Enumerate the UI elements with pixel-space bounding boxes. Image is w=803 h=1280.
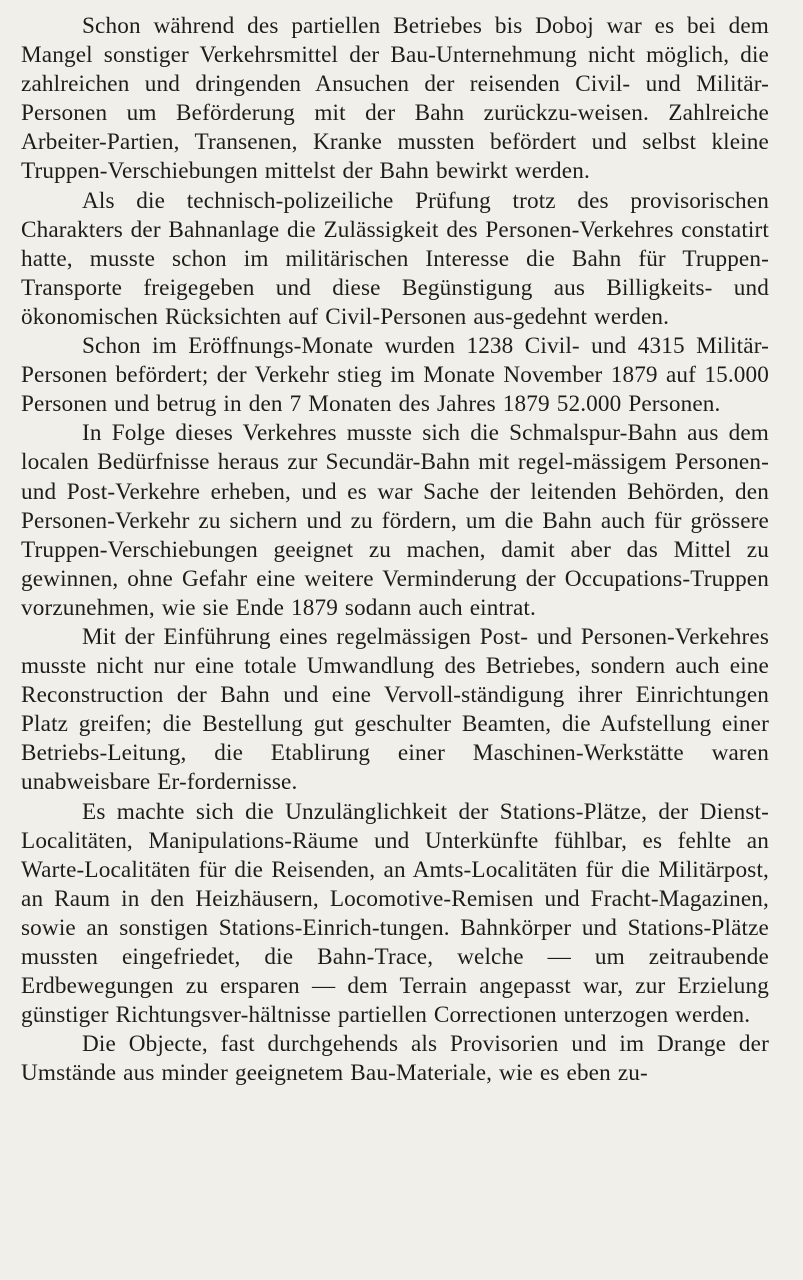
paragraph-7: Die Objecte, fast durchgehends als Provisorien und im Drange der Umstände aus minder geeignetem Bau-Materiale, wie es eben zu- (21, 1031, 769, 1087)
paragraph-2: Als die technisch-polizeiliche Prüfung trotz des provisorischen Charakters der Bahnanlage die Zulässigkeit des Personen-Verkehres constatirt hatte, musste schon im militärischen Interesse die Bahn für Truppen-Transporte freigegeben und diese Begünstigung aus Billigkeits- und ökonomischen Rücksichten auf Civil-Personen aus-gedehnt werden. (21, 187, 769, 330)
paragraph-4: In Folge dieses Verkehres musste sich die Schmalspur-Bahn aus dem localen Bedürfnisse heraus zur Secundär-Bahn mit regel-mässigem Personen- und Post-Verkehre erheben, und es war Sache der leitenden Behörden, den Personen-Verkehr zu sichern und zu fördern, um die Bahn auch für grössere Truppen-Verschiebungen geeignet zu machen, damit aber das Mittel zu gewinnen, ohne Gefahr eine weitere Verminderung der Occupations-Truppen vorzunehmen, wie sie Ende 1879 sodann auch eintrat. (21, 420, 769, 621)
paragraph-1: Schon während des partiellen Betriebes bis Doboj war es bei dem Mangel sonstiger Verkehrsmittel der Bau-Unternehmung nicht möglich, die zahlreichen und dringenden Ansuchen der reisenden Civil- und Militär-Personen um Beförderung mit der Bahn zurückzu-weisen. Zahlreiche Arbeiter-Partien, Transenen, Kranke mussten befördert und selbst kleine Truppen-Verschiebungen mittelst der Bahn bewirkt werden. (21, 13, 769, 185)
paragraph-3: Schon im Eröffnungs-Monate wurden 1238 Civil- und 4315 Militär-Personen befördert; der Verkehr stieg im Monate November 1879 auf 15.000 Personen und betrug in den 7 Monaten des Jahres 1879 52.000 Personen. (21, 333, 769, 418)
paragraph-5: Mit der Einführung eines regelmässigen Post- und Personen-Verkehres musste nicht nur eine totale Umwandlung des Betriebes, sondern auch eine Reconstruction der Bahn und eine Vervoll-ständigung ihrer Einrichtungen Platz greifen; die Bestellung gut geschulter Beamten, die Aufstellung einer Betriebs-Leitung, die Etablirung einer Maschinen-Werkstätte waren unabweisbare Er-fordernisse. (21, 623, 769, 796)
paragraph-6: Es machte sich die Unzulänglichkeit der Stations-Plätze, der Dienst-Localitäten, Manipulations-Räume und Unterkünfte fühlbar, es fehlte an Warte-Localitäten für die Reisenden, an Amts-Localitäten für die Militärpost, an Raum in den Heizhäusern, Locomotive-Remisen und Fracht-Magazinen, sowie an sonstigen Stations-Einrich-tungen. Bahnkörper und Stations-Plätze mussten eingefriedet, die Bahn-Trace, welche — um zeitraubende Erdbewegungen zu ersparen — dem Terrain angepasst war, zur Erzielung günstiger Richtungsver-hältnisse partiellen Correctionen unterzogen werden. (21, 798, 769, 1029)
document-page (21, 12, 769, 1088)
